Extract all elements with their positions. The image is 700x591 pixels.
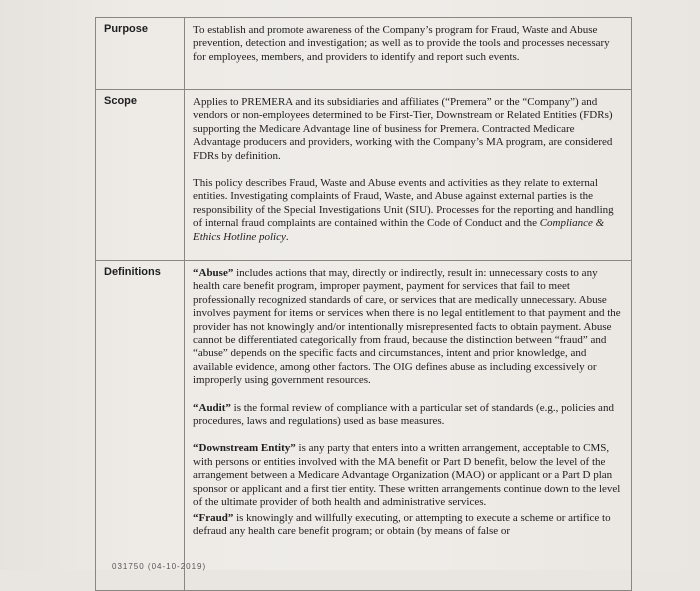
form-code: 031750 (04-10-2019): [112, 562, 207, 571]
scope-row: [96, 90, 632, 261]
downstream-entity-term: “Downstream Entity”: [193, 442, 296, 455]
definition-fraud: [193, 512, 623, 539]
purpose-label-cell: [96, 18, 185, 90]
fraud-definition-text: is knowingly and willfully executing, or attempting to execute a scheme or artifice to defraud any health care benefit program; or obtain (by means of false or: [193, 511, 611, 537]
abuse-term: “Abuse”: [193, 267, 234, 279]
scope-paragraph-2-text: This policy describes Fraud, Waste and Abuse events and activities as they relate to external entities. Investigating complaints of Fraud, Waste, and Abuse against external parties is the responsibility of the Special Investigations Unit (SIU). Processes for the reporting and handling of internal fraud complaints are contained within the Code of Conduct and the: [193, 177, 614, 230]
definition-abuse: [193, 267, 623, 388]
abuse-definition-text: includes actions that may, directly or indirectly, result in: unnecessary costs to any health care benefit program, improper payment, payment for services that fail to meet professionally recognized standards of care, or services that are medically unnecessary. Abuse involves payment for items or services when there is no legal entitlement to that payment and the provider has not knowingly and/or intentionally misrepresented facts to obtain payment. Abuse cannot be differentiated categorically from fraud, because the distinction between “fraud” and “abuse” depends on the specific facts and circumstances, intent and prior knowledge, and available evidence, among other factors. The OIG defines abuse as including excessively or improperly using government resources.: [193, 267, 621, 387]
definition-downstream-entity: [193, 442, 623, 509]
fraud-term: “Fraud”: [193, 511, 234, 524]
audit-definition-text: is the formal review of compliance with a particular set of standards (e.g., policies and procedures, laws and regulations) used as base measures.: [193, 401, 614, 428]
scope-paragraph-2-end: .: [285, 230, 289, 243]
definitions-row: [96, 261, 632, 591]
policy-table: [95, 17, 632, 591]
hotline-policy-reference: Compliance & Ethics Hotline policy: [193, 217, 605, 243]
purpose-text: To establish and promote awareness of the Company’s program for Fraud, Waste and Abuse prevention, detection and investigation; as well as to provide the tools and processes necessary for employees, members, and providers to identify and report such events.: [193, 24, 610, 63]
definitions-body-cell: [185, 261, 632, 591]
scope-label: Scope: [104, 95, 138, 107]
purpose-row: [96, 18, 632, 90]
definition-audit: [193, 402, 623, 429]
purpose-body-cell: [185, 18, 632, 90]
scope-paragraph-2: [193, 177, 623, 244]
scope-body-cell: [185, 90, 632, 261]
purpose-label: Purpose: [104, 23, 149, 35]
definitions-label-cell: [96, 261, 185, 591]
downstream-entity-definition-text: is any party that enters into a written arrangement, acceptable to CMS, with persons or entities involved with the MA benefit or Part D benefit, below the level of the arrangement between a Medicare Advantage Organization (MAO) or applicant or a Part D plan sponsor or applicant and a first tier entity. These written arrangements continue down to the level of the ultimate provider of both health and administrative services.: [193, 442, 621, 509]
definitions-label: Definitions: [104, 266, 161, 278]
scope-paragraph-1: Applies to PREMERA and its subsidiaries and affiliates (“Premera” or the “Company”) and vendors or non-employees determined to be First-Tier, Downstream or Related Entities (FDRs) supporting the Medicare Advantage line of business for Premera. Contracted Medicare Advantage producers and providers, working with the Company’s MA program, are considered FDRs by definition.: [193, 96, 613, 162]
audit-term: “Audit”: [193, 401, 231, 414]
scope-label-cell: [96, 90, 185, 261]
